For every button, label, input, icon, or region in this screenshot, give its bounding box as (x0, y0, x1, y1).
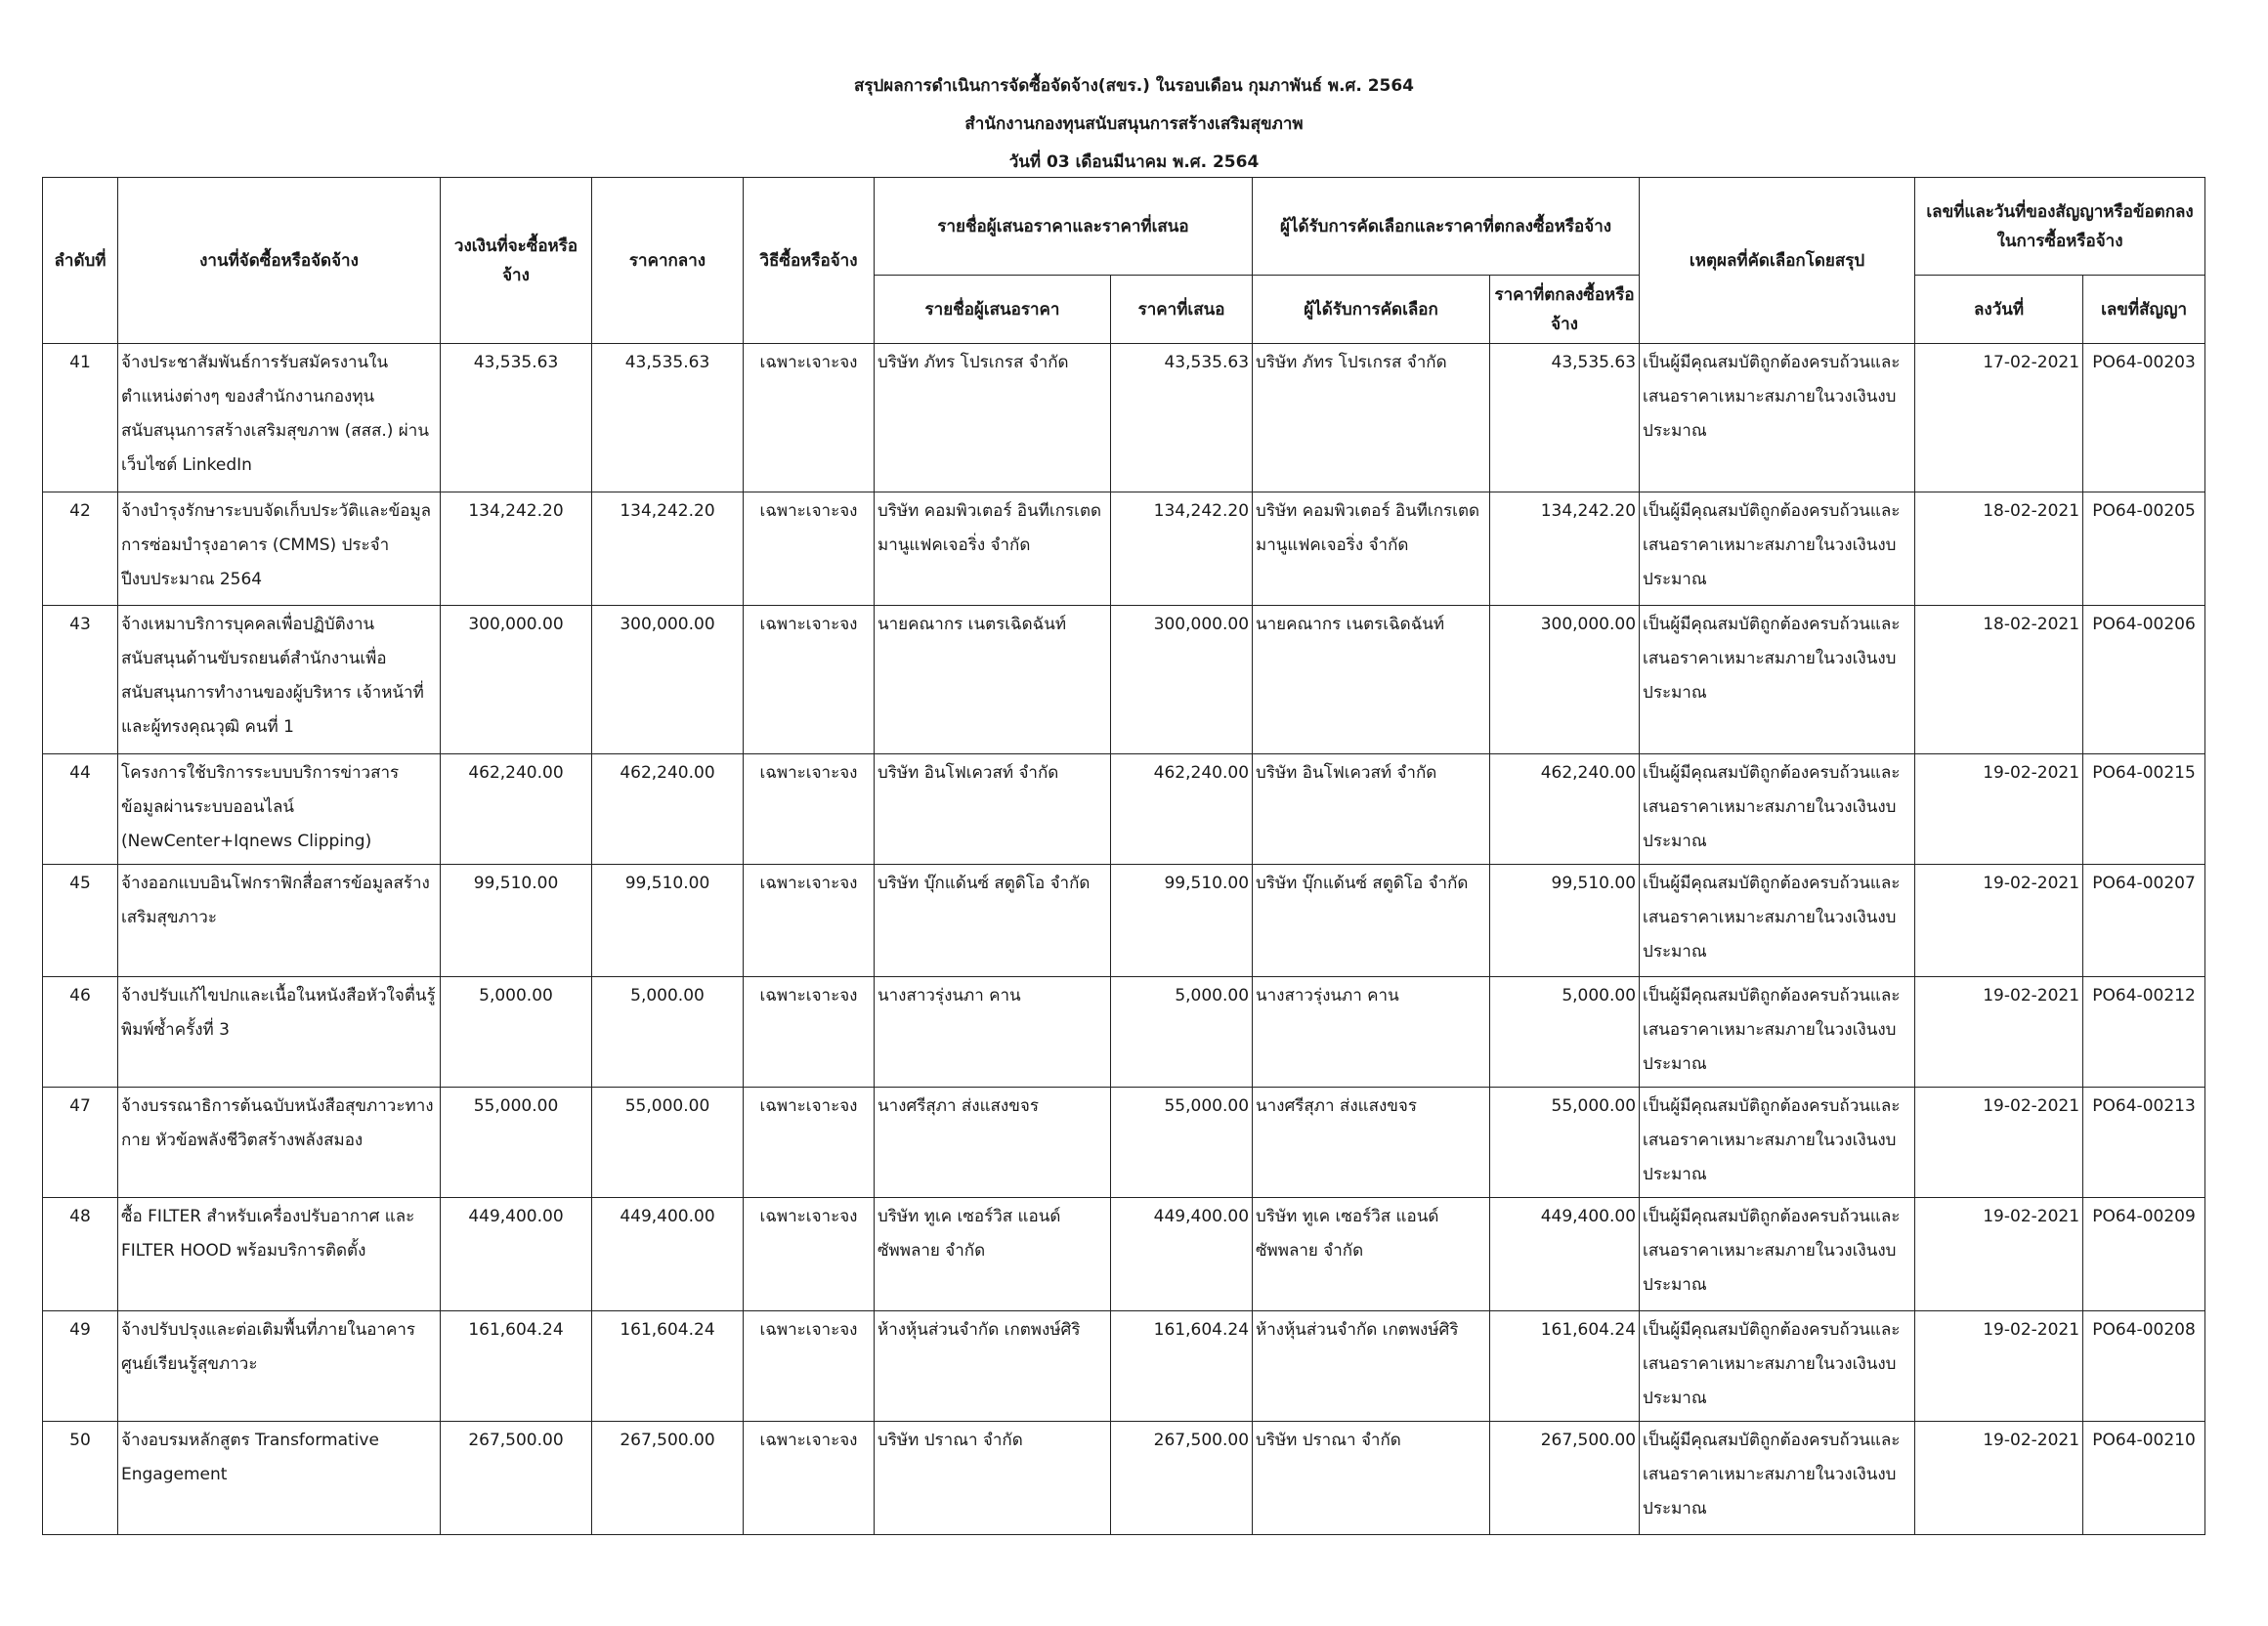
table-row (43, 1088, 2205, 1198)
table-row (43, 754, 2205, 865)
row-selected-name: บริษัท ปราณา จำกัด (1253, 1422, 1490, 1535)
row-contract-no: PO64-00208 (2083, 1311, 2205, 1422)
row-reason: เป็นผู้มีคุณสมบัติถูกต้องครบถ้วนและเสนอราคาเหมาะสมภายในวงเงินงบประมาณ (1640, 1422, 1915, 1535)
row-selected-name: บริษัท คอมพิวเตอร์ อินทีเกรเตด มานูแฟคเจอริ่ง จำกัด (1253, 492, 1490, 606)
row-method: เฉพาะเจาะจง (744, 865, 875, 977)
row-contract-date: 19-02-2021 (1915, 865, 2083, 977)
row-number: 46 (43, 977, 118, 1088)
header-item: งานที่จัดซื้อหรือจัดจ้าง (118, 178, 441, 344)
row-item: จ้างออกแบบอินโฟกราฟิกสื่อสารข้อมูลสร้างเสริมสุขภาวะ (118, 865, 441, 977)
row-median-price: 267,500.00 (592, 1422, 744, 1535)
header-selected-group: ผู้ได้รับการคัดเลือกและราคาที่ตกลงซื้อหรือจ้าง (1253, 178, 1640, 276)
row-bidder-name: บริษัท ปราณา จำกัด (875, 1422, 1111, 1535)
header-bid-price: ราคาที่เสนอ (1111, 276, 1253, 344)
row-contract-date: 19-02-2021 (1915, 1088, 2083, 1198)
row-contract-no: PO64-00213 (2083, 1088, 2205, 1198)
table-row (43, 1422, 2205, 1535)
row-budget: 43,535.63 (441, 344, 592, 492)
row-reason: เป็นผู้มีคุณสมบัติถูกต้องครบถ้วนและเสนอราคาเหมาะสมภายในวงเงินงบประมาณ (1640, 754, 1915, 865)
row-contract-date: 19-02-2021 (1915, 1311, 2083, 1422)
report-title: สรุปผลการดำเนินการจัดซื้อจัดจ้าง(สขร.) ในรอบเดือน กุมภาพันธ์ พ.ศ. 2564 (853, 76, 1415, 96)
row-budget: 99,510.00 (441, 865, 592, 977)
row-contract-no: PO64-00206 (2083, 606, 2205, 754)
table-row (43, 606, 2205, 754)
row-median-price: 449,400.00 (592, 1198, 744, 1311)
header-bidder-name: รายชื่อผู้เสนอราคา (875, 276, 1111, 344)
row-agreed-price: 449,400.00 (1490, 1198, 1640, 1311)
row-bidder-name: บริษัท ภัทร โปรเกรส จำกัด (875, 344, 1111, 492)
row-bid-price: 267,500.00 (1111, 1422, 1253, 1535)
row-bidder-name: นายคณากร เนตรเฉิดฉันท์ (875, 606, 1111, 754)
row-item: จ้างประชาสัมพันธ์การรับสมัครงานในตำแหน่งต่างๆ ของสำนักงานกองทุนสนับสนุนการสร้างเสริมสุขภาพ (สสส.) ผ่านเว็บไซต์ LinkedIn (118, 344, 441, 492)
row-bidder-name: บริษัท คอมพิวเตอร์ อินทีเกรเตด มานูแฟคเจอริ่ง จำกัด (875, 492, 1111, 606)
row-selected-name: นางศรีสุภา ส่งแสงขจร (1253, 1088, 1490, 1198)
header-bidders-group: รายชื่อผู้เสนอราคาและราคาที่เสนอ (875, 178, 1253, 276)
row-item: โครงการใช้บริการระบบบริการข่าวสารข้อมูลผ่านระบบออนไลน์ (NewCenter+Iqnews Clipping) (118, 754, 441, 865)
row-median-price: 99,510.00 (592, 865, 744, 977)
header-reason: เหตุผลที่คัดเลือกโดยสรุป (1640, 178, 1915, 344)
row-bid-price: 449,400.00 (1111, 1198, 1253, 1311)
report-date: วันที่ 03 เดือนมีนาคม พ.ศ. 2564 (1008, 152, 1260, 172)
row-item: จ้างบำรุงรักษาระบบจัดเก็บประวัติและข้อมูลการซ่อมบำรุงอาคาร (CMMS) ประจำปีงบประมาณ 2564 (118, 492, 441, 606)
row-selected-name: ห้างหุ้นส่วนจำกัด เกตพงษ์ศิริ (1253, 1311, 1490, 1422)
row-bidder-name: นางศรีสุภา ส่งแสงขจร (875, 1088, 1111, 1198)
header-median-price: ราคากลาง (592, 178, 744, 344)
row-bid-price: 55,000.00 (1111, 1088, 1253, 1198)
row-reason: เป็นผู้มีคุณสมบัติถูกต้องครบถ้วนและเสนอราคาเหมาะสมภายในวงเงินงบประมาณ (1640, 344, 1915, 492)
row-agreed-price: 161,604.24 (1490, 1311, 1640, 1422)
row-reason: เป็นผู้มีคุณสมบัติถูกต้องครบถ้วนและเสนอราคาเหมาะสมภายในวงเงินงบประมาณ (1640, 1198, 1915, 1311)
row-budget: 462,240.00 (441, 754, 592, 865)
row-median-price: 55,000.00 (592, 1088, 744, 1198)
row-method: เฉพาะเจาะจง (744, 344, 875, 492)
row-contract-no: PO64-00210 (2083, 1422, 2205, 1535)
row-number: 50 (43, 1422, 118, 1535)
row-bid-price: 161,604.24 (1111, 1311, 1253, 1422)
row-contract-no: PO64-00205 (2083, 492, 2205, 606)
row-method: เฉพาะเจาะจง (744, 606, 875, 754)
row-bid-price: 43,535.63 (1111, 344, 1253, 492)
table-row (43, 865, 2205, 977)
row-selected-name: นางสาวรุ่งนภา คาน (1253, 977, 1490, 1088)
row-median-price: 5,000.00 (592, 977, 744, 1088)
row-bid-price: 5,000.00 (1111, 977, 1253, 1088)
row-reason: เป็นผู้มีคุณสมบัติถูกต้องครบถ้วนและเสนอราคาเหมาะสมภายในวงเงินงบประมาณ (1640, 1311, 1915, 1422)
row-median-price: 161,604.24 (592, 1311, 744, 1422)
procurement-table (42, 177, 2205, 1535)
row-agreed-price: 99,510.00 (1490, 865, 1640, 977)
row-contract-date: 19-02-2021 (1915, 1422, 2083, 1535)
row-contract-no: PO64-00212 (2083, 977, 2205, 1088)
row-method: เฉพาะเจาะจง (744, 1422, 875, 1535)
row-bid-price: 99,510.00 (1111, 865, 1253, 977)
row-bidder-name: นางสาวรุ่งนภา คาน (875, 977, 1111, 1088)
row-median-price: 43,535.63 (592, 344, 744, 492)
row-selected-name: บริษัท ทูเค เซอร์วิส แอนด์ ซัพพลาย จำกัด (1253, 1198, 1490, 1311)
row-reason: เป็นผู้มีคุณสมบัติถูกต้องครบถ้วนและเสนอราคาเหมาะสมภายในวงเงินงบประมาณ (1640, 492, 1915, 606)
row-budget: 161,604.24 (441, 1311, 592, 1422)
row-agreed-price: 5,000.00 (1490, 977, 1640, 1088)
row-item: จ้างอบรมหลักสูตร Transformative Engagement (118, 1422, 441, 1535)
row-bidder-name: ห้างหุ้นส่วนจำกัด เกตพงษ์ศิริ (875, 1311, 1111, 1422)
row-budget: 55,000.00 (441, 1088, 592, 1198)
row-bidder-name: บริษัท ทูเค เซอร์วิส แอนด์ ซัพพลาย จำกัด (875, 1198, 1111, 1311)
table-row (43, 1311, 2205, 1422)
header-budget: วงเงินที่จะซื้อหรือจ้าง (441, 178, 592, 344)
row-method: เฉพาะเจาะจง (744, 754, 875, 865)
row-selected-name: นายคณากร เนตรเฉิดฉันท์ (1253, 606, 1490, 754)
row-contract-date: 18-02-2021 (1915, 606, 2083, 754)
header-contract-date: ลงวันที่ (1915, 276, 2083, 344)
row-selected-name: บริษัท ภัทร โปรเกรส จำกัด (1253, 344, 1490, 492)
row-reason: เป็นผู้มีคุณสมบัติถูกต้องครบถ้วนและเสนอราคาเหมาะสมภายในวงเงินงบประมาณ (1640, 977, 1915, 1088)
row-item: จ้างปรับปรุงและต่อเติมพื้นที่ภายในอาคารศูนย์เรียนรู้สุขภาวะ (118, 1311, 441, 1422)
row-agreed-price: 267,500.00 (1490, 1422, 1640, 1535)
header-selected-name: ผู้ได้รับการคัดเลือก (1253, 276, 1490, 344)
row-method: เฉพาะเจาะจง (744, 977, 875, 1088)
row-method: เฉพาะเจาะจง (744, 1198, 875, 1311)
table-row (43, 492, 2205, 606)
row-method: เฉพาะเจาะจง (744, 1311, 875, 1422)
row-budget: 5,000.00 (441, 977, 592, 1088)
row-contract-date: 17-02-2021 (1915, 344, 2083, 492)
row-number: 41 (43, 344, 118, 492)
row-median-price: 134,242.20 (592, 492, 744, 606)
row-item: จ้างเหมาบริการบุคคลเพื่อปฏิบัติงานสนับสนุนด้านขับรถยนต์สำนักงานเพื่อสนับสนุนการทำงานของผู้บริหาร เจ้าหน้าที่ และผู้ทรงคุณวุฒิ คนที่ 1 (118, 606, 441, 754)
row-agreed-price: 462,240.00 (1490, 754, 1640, 865)
row-agreed-price: 43,535.63 (1490, 344, 1640, 492)
row-agreed-price: 55,000.00 (1490, 1088, 1640, 1198)
header-agreed-price: ราคาที่ตกลงซื้อหรือจ้าง (1490, 276, 1640, 344)
row-contract-no: PO64-00209 (2083, 1198, 2205, 1311)
row-selected-name: บริษัท บุ๊กแด้นซ์ สตูดิโอ จำกัด (1253, 865, 1490, 977)
row-number: 42 (43, 492, 118, 606)
row-method: เฉพาะเจาะจง (744, 1088, 875, 1198)
row-budget: 300,000.00 (441, 606, 592, 754)
row-contract-no: PO64-00203 (2083, 344, 2205, 492)
row-contract-date: 19-02-2021 (1915, 1198, 2083, 1311)
row-item: ซื้อ FILTER สำหรับเครื่องปรับอากาศ และ FILTER HOOD พร้อมบริการติดตั้ง (118, 1198, 441, 1311)
row-item: จ้างปรับแก้ไขปกและเนื้อในหนังสือหัวใจตื่นรู้ พิมพ์ซ้ำครั้งที่ 3 (118, 977, 441, 1088)
row-reason: เป็นผู้มีคุณสมบัติถูกต้องครบถ้วนและเสนอราคาเหมาะสมภายในวงเงินงบประมาณ (1640, 865, 1915, 977)
row-contract-date: 19-02-2021 (1915, 754, 2083, 865)
table-row (43, 1198, 2205, 1311)
row-median-price: 300,000.00 (592, 606, 744, 754)
header-method: วิธีซื้อหรือจ้าง (744, 178, 875, 344)
row-contract-no: PO64-00207 (2083, 865, 2205, 977)
row-budget: 134,242.20 (441, 492, 592, 606)
row-selected-name: บริษัท อินโฟเควสท์ จำกัด (1253, 754, 1490, 865)
row-bidder-name: บริษัท บุ๊กแด้นซ์ สตูดิโอ จำกัด (875, 865, 1111, 977)
row-contract-no: PO64-00215 (2083, 754, 2205, 865)
row-bid-price: 300,000.00 (1111, 606, 1253, 754)
row-contract-date: 18-02-2021 (1915, 492, 2083, 606)
row-bid-price: 462,240.00 (1111, 754, 1253, 865)
header-no: ลำดับที่ (43, 178, 118, 344)
row-number: 49 (43, 1311, 118, 1422)
row-method: เฉพาะเจาะจง (744, 492, 875, 606)
organization-name: สำนักงานกองทุนสนับสนุนการสร้างเสริมสุขภาพ (964, 114, 1304, 134)
row-agreed-price: 300,000.00 (1490, 606, 1640, 754)
row-number: 47 (43, 1088, 118, 1198)
row-contract-date: 19-02-2021 (1915, 977, 2083, 1088)
row-item: จ้างบรรณาธิการต้นฉบับหนังสือสุขภาวะทางกาย หัวข้อพลังชีวิตสร้างพลังสมอง (118, 1088, 441, 1198)
table-row (43, 977, 2205, 1088)
row-bidder-name: บริษัท อินโฟเควสท์ จำกัด (875, 754, 1111, 865)
table-row (43, 344, 2205, 492)
row-median-price: 462,240.00 (592, 754, 744, 865)
row-budget: 449,400.00 (441, 1198, 592, 1311)
row-budget: 267,500.00 (441, 1422, 592, 1535)
row-agreed-price: 134,242.20 (1490, 492, 1640, 606)
header-contract-group: เลขที่และวันที่ของสัญญาหรือข้อตกลงในการซื้อหรือจ้าง (1915, 178, 2205, 276)
row-number: 44 (43, 754, 118, 865)
row-bid-price: 134,242.20 (1111, 492, 1253, 606)
row-reason: เป็นผู้มีคุณสมบัติถูกต้องครบถ้วนและเสนอราคาเหมาะสมภายในวงเงินงบประมาณ (1640, 1088, 1915, 1198)
row-number: 45 (43, 865, 118, 977)
row-number: 48 (43, 1198, 118, 1311)
row-number: 43 (43, 606, 118, 754)
header-contract-no: เลขที่สัญญา (2083, 276, 2205, 344)
row-reason: เป็นผู้มีคุณสมบัติถูกต้องครบถ้วนและเสนอราคาเหมาะสมภายในวงเงินงบประมาณ (1640, 606, 1915, 754)
